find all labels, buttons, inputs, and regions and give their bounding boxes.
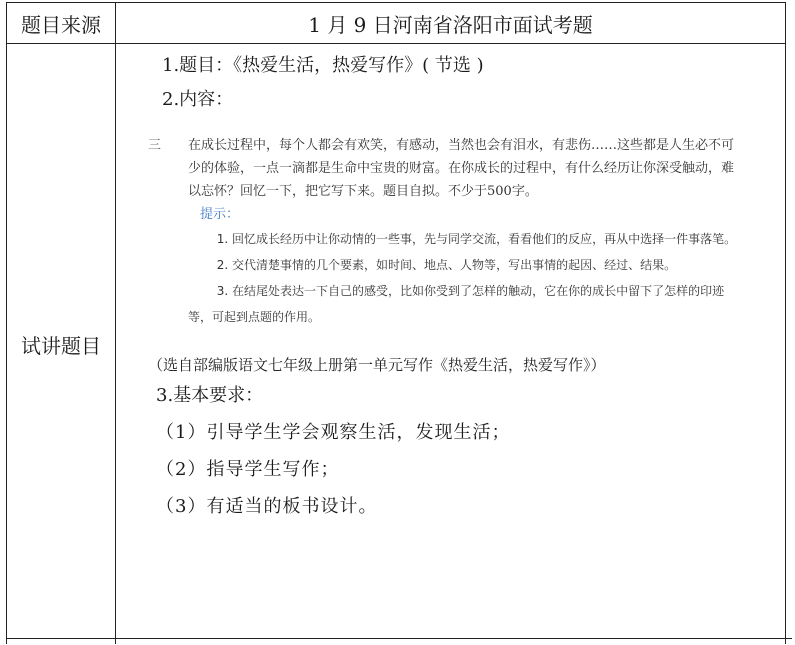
topic-content-cell: [116, 44, 786, 645]
requirements-title: 3.基本要求：: [156, 385, 264, 406]
topic-content: [116, 44, 785, 519]
excerpt-paragraph: [148, 134, 738, 203]
topic-title-line: 1.题目：《热爱生活，热爱写作》( 节选 ): [162, 55, 484, 76]
requirement-item: （1）引导学生学会观察生活，发现生活；: [156, 422, 511, 443]
excerpt-number: 三: [148, 138, 162, 153]
source-label: 题目来源: [7, 3, 116, 44]
content-label: 2.内容：: [162, 89, 234, 110]
excerpt-text: 在成长过程中，每个人都会有欢笑，有感动，当然也会有泪水，有悲伤……这些都是人生必不可少的体验，一点一滴都是生命中宝贵的财富。在你成长的过程中，有什么经历让你深受触动，难以忘怀？回忆一下，把它写下来。题目自拟。不少于500字。: [188, 138, 735, 199]
source-value: 1 月 9 日河南省洛阳市面试考题: [116, 3, 786, 44]
source-note: （选自部编版语文七年级上册第一单元写作《热爱生活，热爱写作》）: [148, 356, 606, 374]
textbook-excerpt: [148, 134, 738, 330]
topic-table: [6, 2, 786, 644]
table-bottom-border: [6, 638, 792, 639]
topic-row: [7, 44, 786, 645]
tip-item: 2. 交代清楚事情的几个要素，如时间、地点、人物等，写出事情的起因、经过、结果。: [216, 258, 677, 272]
requirement-item: （3）有适当的板书设计。: [156, 496, 378, 517]
tip-item: 3. 在结尾处表达一下自己的感受，比如你受到了怎样的触动，它在你的成长中留下了怎样的印迹等，可起到点题的作用。: [188, 284, 725, 324]
source-row: [7, 3, 786, 44]
requirement-item: （2）指导学生写作；: [156, 459, 340, 480]
exam-topic-sheet: [6, 2, 786, 645]
hint-label: 提示：: [200, 207, 240, 222]
topic-label: 试讲题目: [7, 44, 116, 645]
tip-item: 1. 回忆成长经历中让你动情的一些事，先与同学交流，看看他们的反应，再从中选择一件事落笔。: [216, 232, 737, 246]
